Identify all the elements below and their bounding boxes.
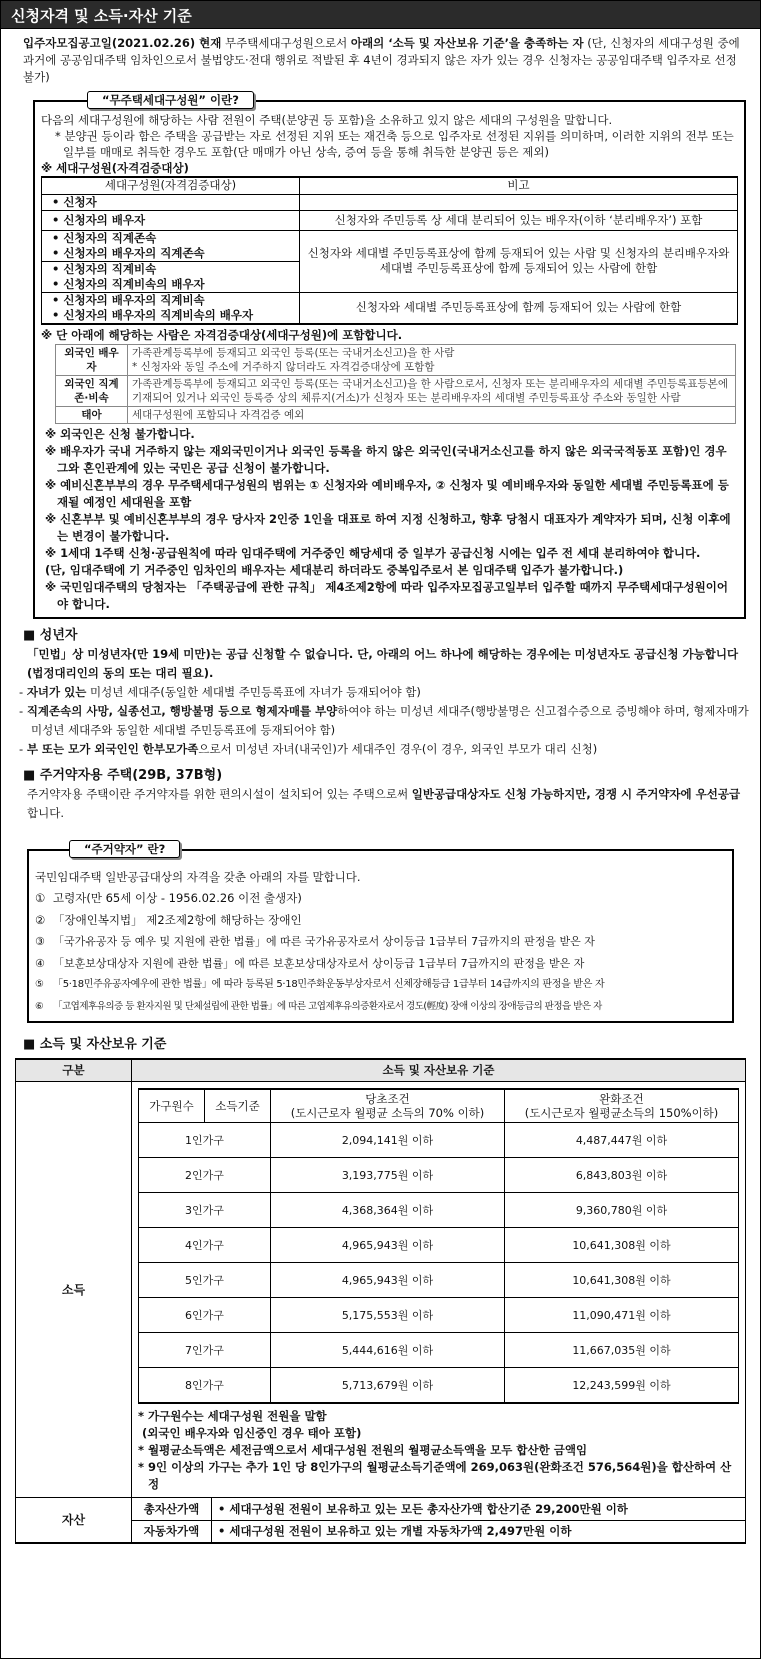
rule-item: (단, 임대주택에 기 거주중인 임차인의 배우자는 세대분리 하더라도 중복입주로서 본 임대주택 입주가 불가합니다.) [45,562,624,577]
rule-item: ※ 예비신혼부부의 경우 무주택세대구성원의 범위는 ① 신청자와 예비배우자, ② 신청자 및 예비배우자와 동일한 세대별 주민등록표에 등재될 예정인 세대원을 포함 [45,477,729,509]
definition-note: * 분양권 등이라 함은 주택을 공급받는 자로 선정된 지위 또는 재건축 등으로 입주자로 선정된 지위를 의미하며, 이러한 지위의 전부 또는 일부를 매매로 취득한 경우도 포함(단 매매가 아닌 상속, 증여 등을 통해 취득한 분양권 등은 제외) [55,129,734,159]
table-row [139,1368,739,1403]
note-cell: 신청자와 주민등록 상 세대 분리되어 있는 배우자(이하 ‘분리배우자’) 포함 [300,210,738,230]
note-cell: 신청자와 세대별 주민등록표상에 함께 등재되어 있는 사람에 한함 [300,292,738,324]
income-table [15,1058,746,1544]
asset-text: • 세대구성원 전원이 보유하고 있는 개별 자동차가액 2,497만원 이하 [212,1520,746,1543]
relaxed-cell: 10,641,308원 이하 [505,1228,739,1263]
section-title: 신청자격 및 소득·자산 기준 [1,1,760,29]
note-cell [300,194,738,210]
member-cell: • 신청자 [42,194,300,210]
item-text: 「보훈보상대상자 지원에 관한 법률」에 따른 보훈보상대상자로서 상이등급 1급부터 7급까지의 판정을 받은 자 [53,956,585,970]
relaxed-cell: 12,243,599원 이하 [505,1368,739,1403]
member-line: • 신청자의 직계비속 [52,261,157,276]
caregiver-lead: 국민임대주택 일반공급대상의 자격을 갖춘 아래의 자를 말합니다. [35,869,361,884]
household-cell: 3인가구 [139,1193,271,1228]
relaxed-cell: 11,090,471원 이하 [505,1298,739,1333]
household-cell: 7인가구 [139,1333,271,1368]
criteria-header: 소득 및 자산보유 기준 [132,1059,746,1081]
member-subtitle: ※ 세대구성원(자격검증대상) [41,161,189,175]
household-cell: 8인가구 [139,1368,271,1403]
rule-item: ※ 1세대 1주택 신청·공급원칙에 따라 임대주택에 거주중인 해당세대 중 일부가 공급신청 시에는 입주 전 세대 분리하여야 합니다. [45,545,701,560]
caregiver-item [35,953,726,975]
caregiver-text-1: 주거약자용 주택이란 주거약자를 위한 편의시설이 설치되어 있는 주택으로써 [27,786,412,801]
asset-head: 자동차가액 [132,1520,212,1543]
original-cell: 5,713,679원 이하 [271,1368,505,1403]
member-table [41,176,738,325]
homeless-definition-box [33,93,746,619]
caregiver-text [1,785,760,823]
intro-criteria: 아래의 ‘소득 및 자산보유 기준’을 충족하는 자 [350,36,584,50]
header-line: 완화조건 [599,1091,644,1106]
rules-list [41,426,738,613]
note-col-header: 비고 [300,177,738,194]
table-row [42,210,738,230]
original-cell: 4,965,943원 이하 [271,1263,505,1298]
adult-item-bold: 부 또는 모가 외국인인 한부모가족 [26,741,199,756]
member-col-header: 세대구성원(자격검증대상) [42,177,300,194]
table-row [56,344,736,375]
caregiver-definition-box [27,841,734,1024]
item-text: 「장애인복지법」 제2조제2항에 해당하는 장애인 [53,912,302,927]
caregiver-text-2: 합니다. [27,805,64,820]
caregiver-item [35,974,726,996]
item-number: ① [35,891,46,905]
item-number: ③ [35,935,45,948]
rule-item: ※ 외국인은 신청 불가합니다. [45,426,195,441]
standard-header: 소득기준 [205,1089,271,1123]
adult-item-bold: 자녀가 있는 [26,684,87,699]
table-header [16,1059,746,1081]
exception-head: 외국인 배우자 [56,344,128,375]
income-table-wrap [15,1058,746,1544]
exception-title: ※ 단 아래에 해당하는 사람은 자격검증대상(세대구성원)에 포함합니다. [41,327,403,342]
relaxed-cell: 11,667,035원 이하 [505,1333,739,1368]
asset-label: 자산 [16,1497,132,1543]
income-inner-table [138,1088,739,1404]
adult-item-bold: 직계존속의 사망, 실종선고, 행방불명 등으로 형제자매를 부양 [26,703,338,718]
adult-item-text: 하여야 하는 미성년 세대주(행방불명은 신고접수증으로 증빙해야 하며, 형제자매가 미성년 세대주와 동일한 세대별 주민등록표에 등재되어야 함) [31,703,749,737]
asset-text: • 세대구성원 전원이 보유하고 있는 모든 총자산가액 합산기준 29,200만원 이하 [212,1497,746,1520]
adult-item: - 직계존속의 사망, 실종선고, 행방불명 등으로 형제자매를 부양하여야 하는 미성년 세대주(행방불명은 신고접수증으로 증빙해야 하며, 형제자매가 미성년 세대주와 동일한 세대별 주민등록표에 등재되어야 함) [19,703,749,737]
intro-date: 입주자모집공고일(2021.02.26) 현재 [23,36,222,50]
table-row [139,1333,739,1368]
header-line: (도시근로자 월평균 소득의 70% 이하) [290,1105,485,1120]
item-number: ⑤ [35,979,44,990]
original-cell: 4,368,364원 이하 [271,1193,505,1228]
member-line: • 신청자의 배우자의 직계존속 [52,245,205,260]
adult-item: - 부 또는 모가 외국인인 한부모가족으로서 미성년 자녀(내국인)가 세대주인 경우(이 경우, 외국인 부모가 대리 신청) [19,741,598,756]
exception-head: 외국인 직계존·비속 [56,375,128,406]
table-row [56,406,736,423]
header-line: 당초조건 [365,1091,410,1106]
header-line: (도시근로자 월평균소득의 150%이하) [524,1105,719,1120]
household-cell: 6인가구 [139,1298,271,1333]
table-row [139,1123,739,1158]
table-row [16,1497,746,1520]
item-number: ⑥ [35,1000,44,1012]
household-cell: 5인가구 [139,1263,271,1298]
rule-item: ※ 국민임대주택의 당첨자는 「주택공급에 관한 규칙」 제4조제2항에 따라 입주자모집공고일부터 입주할 때까지 무주택세대구성원이어야 합니다. [45,579,728,611]
member-line: • 신청자의 배우자의 직계비속의 배우자 [52,307,254,322]
original-cell: 5,444,616원 이하 [271,1333,505,1368]
income-label: 소득 [16,1081,132,1497]
adult-item-text: 으로서 미성년 자녀(내국인)가 세대주인 경우(이 경우, 외국인 부모가 대리 신청) [198,741,598,756]
original-cell: 5,175,553원 이하 [271,1298,505,1333]
rule-item: ※ 신혼부부 및 예비신혼부부의 경우 당사자 2인중 1인을 대표로 하여 지정 신청하고, 향후 당첨시 대표자가 계약자가 되며, 신청 이후에는 변경이 불가합니다. [45,511,731,543]
income-note: * 9인 이상의 가구는 추가 1인 당 8인가구의 월평균소득기준액에 269,063원(완화조건 576,564원)을 합산하여 산정 [138,1459,732,1491]
table-row [42,194,738,210]
table-row [139,1193,739,1228]
member-line: • 신청자의 배우자의 직계비속 [52,292,205,307]
rule-item: ※ 배우자가 국내 거주하지 않는 재외국민이거나 외국인 등록을 하지 않은 외국인(국내거소신고를 하지 않은 외국국적동포 포함)인 경우 그와 혼인관계에 있는 국민은 공급 신청이 불가합니다. [45,443,727,475]
caregiver-item [35,996,726,1018]
intro-text: 무주택세대구성원으로서 [221,36,351,50]
household-cell: 2인가구 [139,1158,271,1193]
definition-text: 다음의 세대구성원에 해당하는 사람 전원이 주택(분양권 등 포함)을 소유하고 있지 않은 세대의 구성원을 말합니다. [41,113,613,127]
table-row [139,1263,739,1298]
original-cell: 2,094,141원 이하 [271,1123,505,1158]
exception-line: 가족관계등록부에 등재되고 외국인 등록(또는 국내거소신고)을 한 사람 [132,346,455,359]
note-cell: 신청자와 세대별 주민등록표상에 함께 등재되어 있는 사람 및 신청자의 분리배우자와 세대별 주민등록표상에 함께 등재되어 있는 사람에 한함 [300,230,738,292]
exception-table [55,344,736,424]
original-cell: 3,193,775원 이하 [271,1158,505,1193]
original-cell: 4,965,943원 이하 [271,1228,505,1263]
income-note: (외국인 배우자와 임신중인 경우 태아 포함) [142,1425,362,1440]
table-row [16,1081,746,1497]
member-cell [42,261,300,292]
relaxed-cell: 4,487,447원 이하 [505,1123,739,1158]
household-cell: 1인가구 [139,1123,271,1158]
caregiver-item [35,931,726,953]
member-cell [42,230,300,261]
inner-header [139,1089,739,1123]
item-text: 「고엽제후유의증 등 환자지원 및 단체설립에 관한 법률」에 따른 고엽제후유의증환자로서 경도(輕度) 장애 이상의 장애등급의 판정을 받은 자 [53,1000,602,1012]
table-row [139,1158,739,1193]
member-cell: • 신청자의 배우자 [42,210,300,230]
member-cell [42,292,300,324]
exception-body: 세대구성원에 포함되나 자격검증 예외 [128,406,736,423]
definition-tag: “무주택세대구성원” 이란? [87,91,254,109]
table-row [42,292,738,324]
asset-head: 총자산가액 [132,1497,212,1520]
table-row [56,375,736,406]
item-text: 고령자(만 65세 이상 - 1956.02.26 이전 출생자) [53,891,302,905]
exception-line: * 신청자와 동일 주소에 거주하지 않더라도 자격검증대상에 포함함 [132,360,435,373]
exception-body [128,344,736,375]
caregiver-text-bold: 일반공급대상자도 신청 가능하지만, 경쟁 시 주거약자에 우선공급 [411,786,741,801]
adult-item: - 자녀가 있는 미성년 세대주(동일한 세대별 주민등록표에 자녀가 등재되어야 함) [19,684,421,699]
table-row [139,1298,739,1333]
income-note: * 월평균소득액은 세전금액으로서 세대구성원 전원의 월평균소득액을 모두 합산한 금액임 [138,1442,588,1457]
category-header: 구분 [16,1059,132,1081]
relaxed-condition-header [505,1089,739,1123]
member-line: • 신청자의 직계존속 [52,230,157,245]
item-number: ④ [35,956,45,970]
adult-title: ■ 성년자 [23,627,78,643]
relaxed-cell: 10,641,308원 이하 [505,1263,739,1298]
income-cell [132,1081,746,1497]
caregiver-title: ■ 주거약자용 주택(29B, 37B형) [23,767,223,783]
intro-paragraph [1,29,760,90]
member-line: • 신청자의 직계비속의 배우자 [52,276,205,291]
caregiver-item [35,910,726,932]
original-condition-header [271,1089,505,1123]
relaxed-cell: 6,843,803원 이하 [505,1158,739,1193]
adult-item-text: 미성년 세대주(동일한 세대별 주민등록표에 자녀가 등재되어야 함) [86,684,421,699]
intro-note: (단, 신청자의 세대구성원 중에 과거에 공공임대주택 임차인으로서 불법양도·전대 행위로 적발된 후 4년이 경과되지 않은 자가 있는 경우 신청자는 공공임대주택 입주자로 선정 불가) [23,36,740,84]
item-text: 「국가유공자 등 예우 및 지원에 관한 법률」에 따른 국가유공자로서 상이등급 1급부터 7급까지의 판정을 받은 자 [53,935,595,948]
income-notes [132,1404,745,1493]
item-number: ② [35,912,46,927]
relaxed-cell: 9,360,780원 이하 [505,1193,739,1228]
income-title: ■ 소득 및 자산보유 기준 [23,1037,167,1052]
item-text: 「5·18민주유공자예우에 관한 법률」에 따라 등록된 5·18민주화운동부상자로서 신체장해등급 1급부터 14급까지의 판정을 받은 자 [53,979,605,990]
caregiver-tag: “주거약자” 란? [69,840,180,858]
income-note: * 가구원수는 세대구성원 전원을 말함 [138,1408,327,1423]
exception-head: 태아 [56,406,128,423]
table-row [42,230,738,261]
caregiver-item [35,888,726,910]
table-row [139,1228,739,1263]
adult-lead: 「민법」상 미성년자(만 19세 미만)는 공급 신청할 수 없습니다. 단, 아래의 어느 하나에 해당하는 경우에는 미성년자도 공급신청 가능합니다(법정대리인의 동의 또는 대리 필요). [27,646,739,680]
household-cell: 4인가구 [139,1228,271,1263]
household-header: 가구원수 [139,1089,205,1123]
exception-body: 가족관계등록부에 등재되고 외국인 등록(또는 국내거소신고)을 한 사람으로서, 신청자 또는 분리배우자의 세대별 주민등록표등본에 기재되어 있거나 외국인 등록증 상의 체류지(거소)가 신청자 또는 분리배우자의 세대별 주민등록표상 주소와 동일한 사람 [128,375,736,406]
